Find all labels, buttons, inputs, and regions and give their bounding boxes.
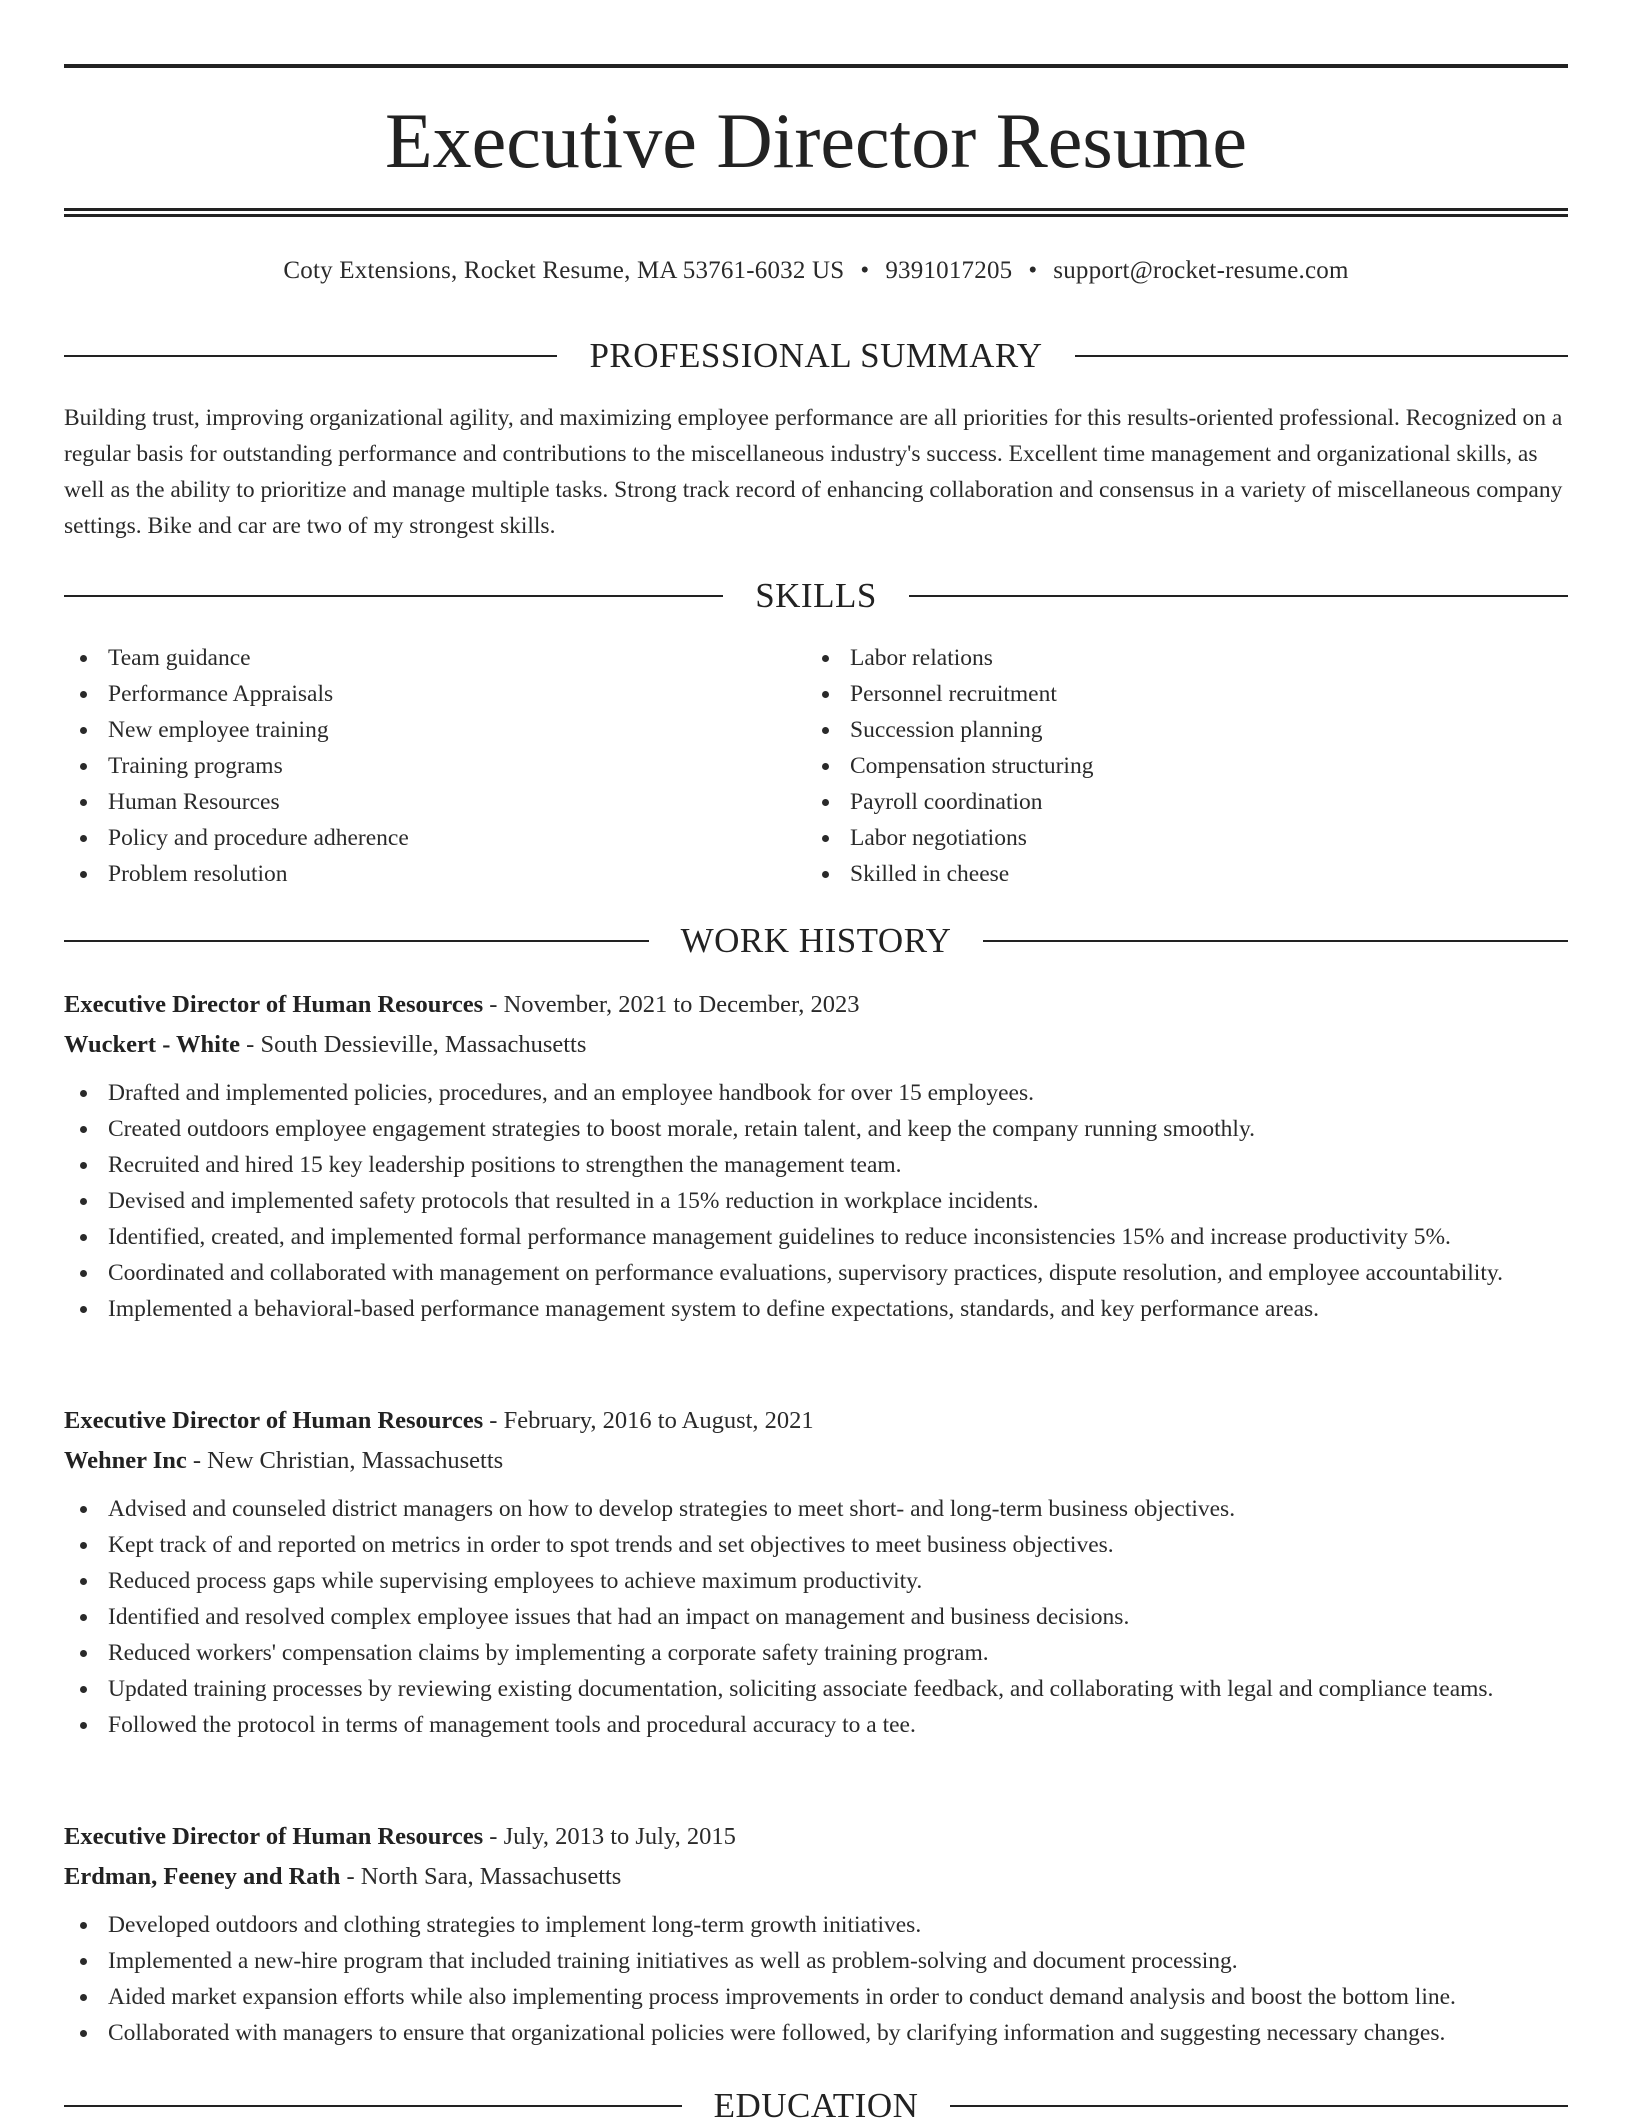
skill-item: Labor relations (806, 640, 1548, 676)
section-header-work-history (64, 919, 1568, 963)
section-rule (909, 595, 1568, 597)
skills-column-left (64, 640, 806, 892)
job-company: Wehner Inc (64, 1447, 187, 1474)
section-rule (950, 2105, 1568, 2107)
job-company: Erdman, Feeney and Rath (64, 1863, 341, 1890)
skill-item: Succession planning (806, 712, 1548, 748)
job-company-line (64, 1857, 1568, 1897)
job-title: Executive Director of Human Resources (64, 991, 484, 1018)
section-rule (1075, 355, 1568, 357)
section-title: SKILLS (755, 576, 877, 615)
job-bullet: Implemented a behavioral-based performance management system to define expectations, standards, and key performance areas. (64, 1291, 1568, 1327)
job-bullet: Collaborated with managers to ensure that organizational policies were followed, by clarifying information and suggesting necessary changes. (64, 2015, 1568, 2051)
job-dates: - February, 2016 to August, 2021 (483, 1407, 814, 1434)
skill-item: Policy and procedure adherence (64, 820, 806, 856)
job-entry (64, 1817, 1568, 2051)
job-title: Executive Director of Human Resources (64, 1407, 484, 1434)
job-company: Wuckert - White (64, 1031, 241, 1058)
skill-item: New employee training (64, 712, 806, 748)
section-rule (64, 940, 649, 942)
job-bullet: Followed the protocol in terms of management tools and procedural accuracy to a tee. (64, 1707, 1568, 1743)
job-dates: - July, 2013 to July, 2015 (483, 1823, 736, 1850)
job-company-line (64, 1025, 1568, 1065)
job-entry (64, 985, 1568, 1327)
contact-separator: • (1028, 257, 1038, 284)
job-title-line (64, 1817, 1568, 1857)
job-title-line (64, 985, 1568, 1025)
section-header-summary (64, 334, 1568, 378)
contact-email: support@rocket-resume.com (1053, 257, 1349, 284)
skill-item: Skilled in cheese (806, 856, 1548, 892)
job-bullet: Developed outdoors and clothing strategies to implement long-term growth initiatives. (64, 1907, 1568, 1943)
title-top-rule (64, 64, 1568, 68)
job-bullet: Updated training processes by reviewing existing documentation, soliciting associate feedback, and collaborating with legal and compliance teams. (64, 1671, 1568, 1707)
section-header-skills (64, 574, 1568, 618)
resume-title: Executive Director Resume (385, 97, 1247, 184)
job-dates: - November, 2021 to December, 2023 (483, 991, 860, 1018)
job-bullets (64, 1907, 1568, 2051)
job-bullet: Identified, created, and implemented formal performance management guidelines to reduce inconsistencies 15% and increase productivity 5%. (64, 1219, 1568, 1255)
job-location: - North Sara, Massachusetts (340, 1863, 622, 1890)
section-header-education (64, 2084, 1568, 2128)
section-rule (983, 940, 1568, 942)
skill-item: Team guidance (64, 640, 806, 676)
skills-list (64, 640, 1568, 892)
job-bullet: Created outdoors employee engagement strategies to boost morale, retain talent, and keep the company running smoothly. (64, 1111, 1568, 1147)
contact-line (64, 254, 1568, 288)
skill-item: Training programs (64, 748, 806, 784)
job-bullet: Coordinated and collaborated with management on performance evaluations, supervisory practices, dispute resolution, and employee accountability. (64, 1255, 1568, 1291)
job-bullet: Advised and counseled district managers on how to develop strategies to meet short- and long-term business objectives. (64, 1491, 1568, 1527)
skills-column-right (806, 640, 1548, 892)
skill-item: Performance Appraisals (64, 676, 806, 712)
job-location: - South Dessieville, Massachusetts (240, 1031, 587, 1058)
job-bullet: Identified and resolved complex employee issues that had an impact on management and business decisions. (64, 1599, 1568, 1635)
job-bullet: Drafted and implemented policies, procedures, and an employee handbook for over 15 employees. (64, 1075, 1568, 1111)
job-bullet: Aided market expansion efforts while also implementing process improvements in order to conduct demand analysis and boost the bottom line. (64, 1979, 1568, 2015)
section-rule (64, 595, 723, 597)
job-entry (64, 1401, 1568, 1743)
skill-item: Compensation structuring (806, 748, 1548, 784)
job-bullet: Reduced process gaps while supervising employees to achieve maximum productivity. (64, 1563, 1568, 1599)
job-bullet: Devised and implemented safety protocols that resulted in a 15% reduction in workplace incidents. (64, 1183, 1568, 1219)
section-rule (64, 355, 557, 357)
skill-item: Problem resolution (64, 856, 806, 892)
contact-phone: 9391017205 (885, 257, 1013, 284)
contact-address: Coty Extensions, Rocket Resume, MA 53761-6032 US (283, 257, 845, 284)
job-bullet: Implemented a new-hire program that included training initiatives as well as problem-solving and document processing. (64, 1943, 1568, 1979)
job-company-line (64, 1441, 1568, 1481)
job-bullets (64, 1075, 1568, 1327)
contact-separator: • (860, 257, 870, 284)
job-title: Executive Director of Human Resources (64, 1823, 484, 1850)
section-title: PROFESSIONAL SUMMARY (589, 336, 1043, 375)
job-bullet: Kept track of and reported on metrics in order to spot trends and set objectives to meet business objectives. (64, 1527, 1568, 1563)
skill-item: Personnel recruitment (806, 676, 1548, 712)
skill-item: Human Resources (64, 784, 806, 820)
job-bullet: Recruited and hired 15 key leadership positions to strengthen the management team. (64, 1147, 1568, 1183)
section-title: EDUCATION (713, 2086, 919, 2125)
skill-item: Labor negotiations (806, 820, 1548, 856)
title-double-rule (64, 208, 1568, 217)
job-location: - New Christian, Massachusetts (186, 1447, 504, 1474)
section-title: WORK HISTORY (680, 921, 952, 960)
job-title-line (64, 1401, 1568, 1441)
job-bullets (64, 1491, 1568, 1743)
skill-item: Payroll coordination (806, 784, 1548, 820)
summary-paragraph: Building trust, improving organizational agility, and maximizing employee performance are all priorities for this results-oriented professional. Recognized on a regular basis for outstanding performance and contributions to the miscellaneous industry's success. Excellent time management and organizational skills, as well as the ability to prioritize and manage multiple tasks. Strong track record of enhancing collaboration and consensus in a variety of miscellaneous company settings. Bike and car are two of my strongest skills. (64, 405, 1563, 539)
job-bullet: Reduced workers' compensation claims by implementing a corporate safety training program. (64, 1635, 1568, 1671)
section-rule (64, 2105, 682, 2107)
